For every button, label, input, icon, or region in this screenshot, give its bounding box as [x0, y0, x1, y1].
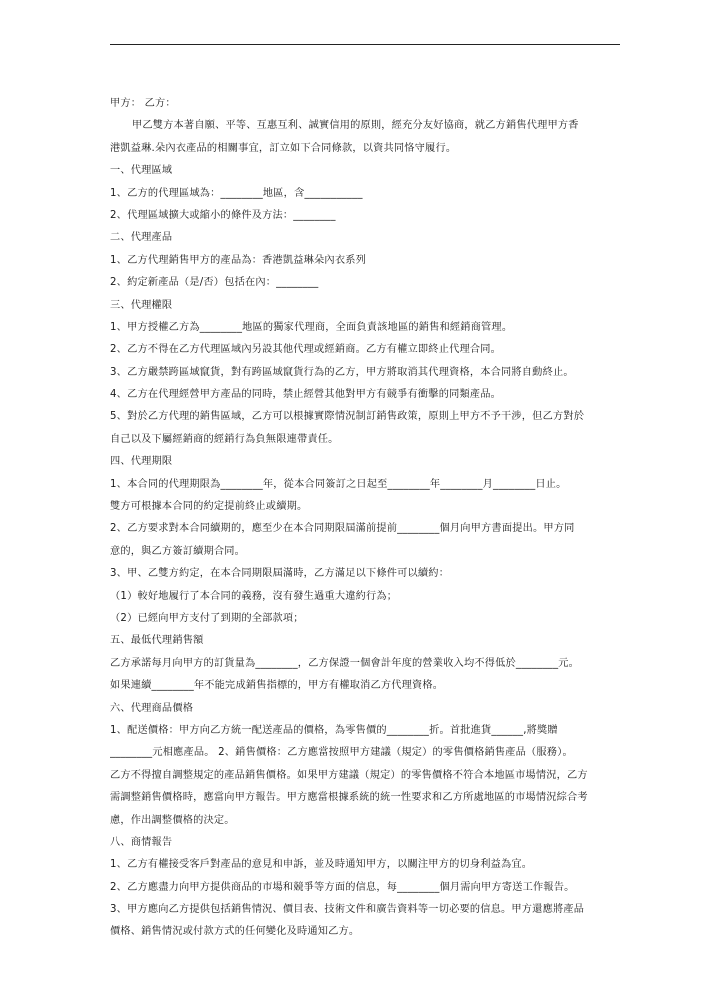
text-line: 1、甲方授權乙方為________地區的獨家代理商，全面負責該地區的銷售和經銷商管理。 [110, 321, 513, 333]
text-line: 1、本合同的代理期限為________年，從本合同簽訂之日起至________年________月________日止。 [110, 478, 567, 490]
text-line: 港凱益琳.朵內衣產品的相關事宜，訂立如下合同條款，以資共同恪守履行。 [110, 142, 457, 154]
text-line: 慮，作出調整價格的決定。 [110, 814, 235, 826]
text-line: 如果連續________年不能完成銷售指標的，甲方有權取消乙方代理資格。 [110, 680, 444, 692]
text-line: 六、代理商品價格 [110, 702, 194, 714]
text-line: 意的，與乙方簽訂續期合同。 [110, 545, 246, 557]
text-line: 2、乙方應盡力向甲方提供商品的市場和競爭等方面的信息，每________個月需向甲方寄送工作報告。 [110, 881, 575, 893]
text-line: （1）較好地履行了本合同的義務，沒有發生過重大違約行為； [110, 590, 398, 602]
text-line: 八、商情報告 [110, 836, 173, 848]
text-line: 一、代理區域 [110, 165, 173, 177]
text-line: 3、乙方嚴禁跨區域竄貨，對有跨區域竄貨行為的乙方，甲方將取消其代理資格，本合同將自動終止。 [110, 366, 574, 378]
text-line: 雙方可根據本合同的約定提前終止或續期。 [110, 501, 308, 513]
text-line: 四、代理期限 [110, 456, 173, 468]
text-line: 2、代理區域擴大或縮小的條件及方法：________ [110, 209, 336, 221]
text-line: 1、配送價格：甲方向乙方統一配送產品的價格，為零售價的________折。首批進貨______,將獎贈 [110, 724, 558, 736]
text-line: 自己以及下屬經銷商的經銷行為負無限連帶責任。 [110, 433, 339, 445]
text-line: ________元相應產品。 2、銷售價格：乙方應當按照甲方建議（規定）的零售價格銷售產品（服務）。 [110, 747, 573, 759]
header-rule [110, 44, 620, 45]
text-line: 1、乙方有權接受客戶對產品的意見和申訴，並及時通知甲方，以關注甲方的切身利益為宜。 [110, 859, 533, 871]
text-line: 甲方： 乙方： [110, 98, 176, 109]
text-line: 4、乙方在代理經營甲方產品的同時，禁止經營其他對甲方有競爭有衝擊的同類產品。 [110, 389, 502, 401]
text-line: （2）已經向甲方支付了到期的全部款項； [110, 612, 304, 624]
text-line: 乙方不得擅自調整規定的產品銷售價格。如果甲方建議（規定）的零售價格不符合本地區市場情況，乙方 [110, 769, 588, 781]
text-line: 5、對於乙方代理的銷售區域，乙方可以根據實際情況制訂銷售政策，原則上甲方不予干涉，但乙方對於 [110, 411, 585, 423]
text-line: 2、乙方不得在乙方代理區域內另設其他代理或經銷商。乙方有權立即終止代理合同。 [110, 344, 502, 356]
text-line: 3、甲、乙雙方約定，在本合同期限屆滿時，乙方滿足以下條件可以續約： [110, 568, 450, 580]
text-line: 價格、銷售情況或付款方式的任何變化及時通知乙方。 [110, 926, 360, 938]
text-line: 三、代理權限 [110, 299, 173, 311]
text-line: 2、乙方要求對本合同續期的，應至少在本合同期限屆滿前提前________個月向甲方書面提出。甲方同 [110, 523, 575, 535]
text-line: 需調整銷售價格時，應當向甲方報告。甲方應當根據系統的統一性要求和乙方所處地區的市場情況綜合考 [110, 792, 588, 804]
text-line: 二、代理產品 [110, 232, 173, 244]
text-line: 乙方承諾每月向甲方的訂貨量為________，乙方保證一個會計年度的營業收入均不得低於________元。 [110, 657, 580, 669]
text-line: 2、約定新產品（是/否）包括在內：________ [110, 277, 319, 289]
text-line: 五、最低代理銷售額 [110, 635, 204, 647]
text-line: 1、乙方代理銷售甲方的產品為：香港凱益琳朵內衣系列 [110, 254, 366, 266]
text-line: 甲乙雙方本著自願、平等、互惠互利、誠實信用的原則，經充分友好協商，就乙方銷售代理甲方香 [132, 120, 579, 132]
text-line: 3、甲方應向乙方提供包括銷售情況、價目表、技術文件和廣告資料等一切必要的信息。甲方還應將產品 [110, 904, 585, 916]
text-line: 1、乙方的代理區域為：________地區，含___________ [110, 187, 363, 199]
contract-body [110, 93, 622, 944]
